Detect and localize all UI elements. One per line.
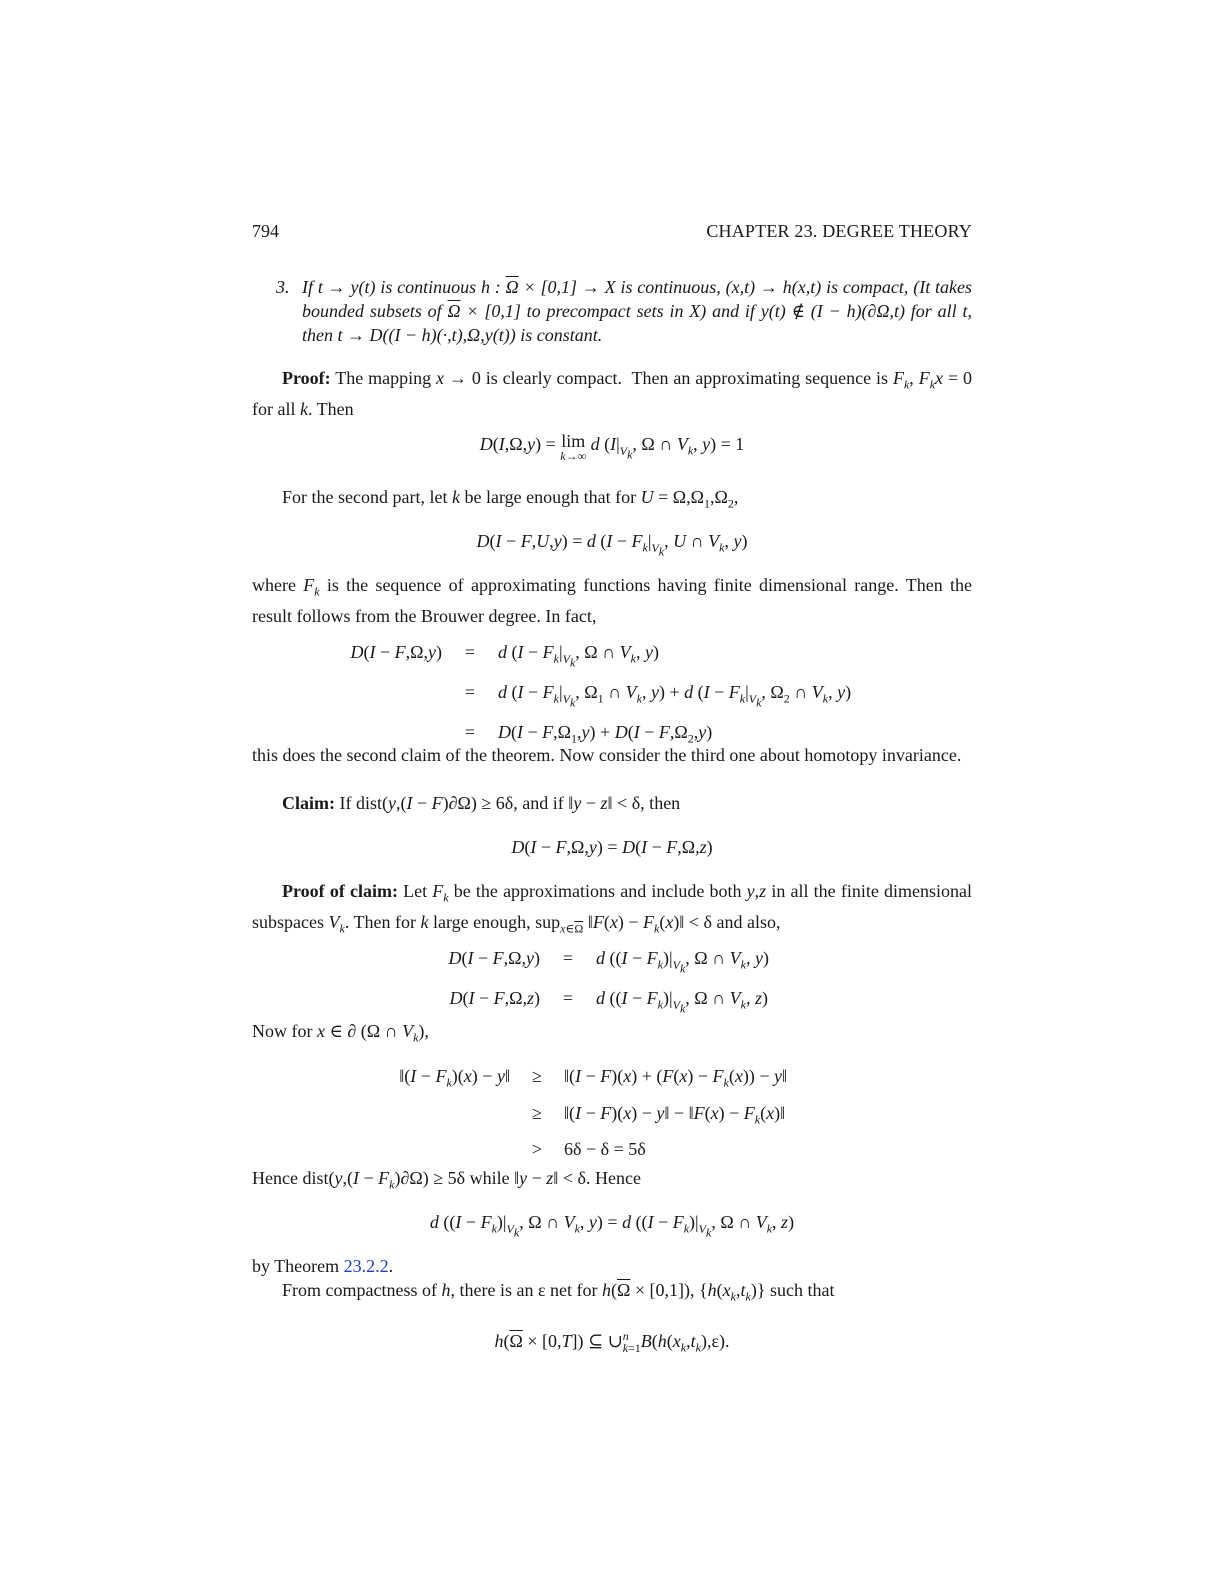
compactness-paragraph: From compactness of h, there is an ε net for $h(\overline{\Omega} \times [0,1])$, $\{h(x_k,t_k)\}$ such that — [282, 1280, 835, 1304]
equation-inequality-chain: ‖(I − $F_k)(x)$ − y‖ ≥ ‖(I − $F)(x) + (F(x) - F_k(x))$ − y‖ ≥ ‖(I − F)(x) − y‖ − ‖F(x) − $F_k(x)‖$ > 6δ − δ = 5δ — [399, 1066, 788, 1160]
equation-approx-degrees: D(I − F,Ω,y) = d ($(I - F_k)|_{V_k}$, Ω ∩ $V_k$, y) D(I − F,Ω,z) = d ($(I - F_k)|_{V_k}$, Ω ∩ $V_k$, z) — [448, 948, 769, 1015]
second-part-paragraph: For the second part, let k be large enough that for $U = \Omega,\Omega_1,\Omega_2$, — [282, 487, 739, 511]
proof-label: Proof: — [282, 368, 331, 388]
page-number: 794 — [252, 221, 279, 241]
chapter-title: CHAPTER 23. DEGREE THEORY — [706, 221, 972, 241]
by-theorem-suffix: . — [388, 1256, 394, 1276]
equation-claim: D(I − F,Ω,y) = D(I − F,Ω,z) — [511, 837, 713, 857]
proof-of-claim-paragraph: Proof of claim: Let $F_k$ be the approximations and include both y,z in all the finite dimensional subspaces $V_k$. Then for k large enough, sup$_{x\in\overline{\Omega}}$ ‖F(x) − $F_k(x)‖ < \delta$ and also, — [252, 881, 972, 936]
now-for-paragraph: Now for x ∈ ∂ (Ω ∩ $V_k$), — [252, 1021, 429, 1045]
by-theorem-paragraph — [252, 1254, 972, 1278]
third-claim-paragraph: this does the second claim of the theorem. Now consider the third one about homotopy invariance. — [252, 745, 962, 765]
theorem-link[interactable]: 23.2.2 — [343, 1256, 389, 1276]
proof-paragraph: Proof: The mapping x → 0 is clearly compact. Then an approximating sequence is $F_k$, $F_kx = 0$ for all k. Then — [252, 368, 972, 419]
equation-approximation: D(I − F,U,y) = d ($I - F_k|_{V_k}$, U ∩ $V_k$, y) — [476, 531, 748, 558]
list-item-3 — [276, 275, 972, 347]
by-theorem-prefix: by Theorem — [252, 1256, 340, 1276]
equation-additivity: D(I − F,Ω,y) = d ($I - F_k|_{V_k}$, Ω ∩ $V_k$, y) = d ($I - F_k|_{V_k}$, $\Omega_1$ ∩ $V_k$, y) + d ($I - F_k|_{V_k}$, $\Omega_2$ ∩ $V_k$, y) = $D(I - F,\Omega_1,y) + D(I - F,\Omega_2,y)$ — [350, 642, 852, 746]
proof-of-claim-label: Proof of claim: — [282, 881, 398, 901]
claim-paragraph: Claim: If dist(y,(I − F)∂Ω) ≥ 6δ, and if ‖y − z‖ < δ, then — [282, 793, 681, 813]
equation-brouwer-equal: d ($(I - F_k)|_{V_k}$, Ω ∩ $V_k$, y) = d ($(I - F_k)|_{V_k}$, Ω ∩ $V_k$, z) — [429, 1212, 795, 1239]
list-item-label: 3. — [276, 277, 290, 297]
equation-epsilon-net: $h(\overline{\Omega} \times [0,T])$ ⊆ $\cup^n_{k=1}B(h(x_k,t_k),\varepsilon)$. — [494, 1329, 730, 1355]
hence-paragraph: Hence dist(y,(I − $F_k)\partial\Omega) \ge 5\delta$ while ‖y − z‖ < δ. Hence — [252, 1168, 641, 1192]
where-paragraph: where $F_k$ is the sequence of approximating functions having finite dimensional range. Then the result follows from the Brouwer degree. In fact, — [252, 575, 972, 626]
list-item-text: If t → y(t) is continuous h : $\overline{\Omega} \times [0,1] \to X$ is continuous, (x,t) → h(x,t) is compact, (It takes bounded subsets of $\overline{\Omega} \times [0,1]$ to precompact sets in X) and if y(t) ∉ (I − h)(∂Ω,t) for all t, then t → D((I − h)(·,t),Ω,y(t)) is constant. — [302, 277, 973, 345]
claim-label: Claim: — [282, 793, 335, 813]
document-page — [252, 0, 972, 1584]
equation-identity-degree: D(I,Ω,y) = lim k→∞ d ($I|_{V_k}$, Ω ∩ $V_k$, y) = 1 — [479, 431, 745, 463]
